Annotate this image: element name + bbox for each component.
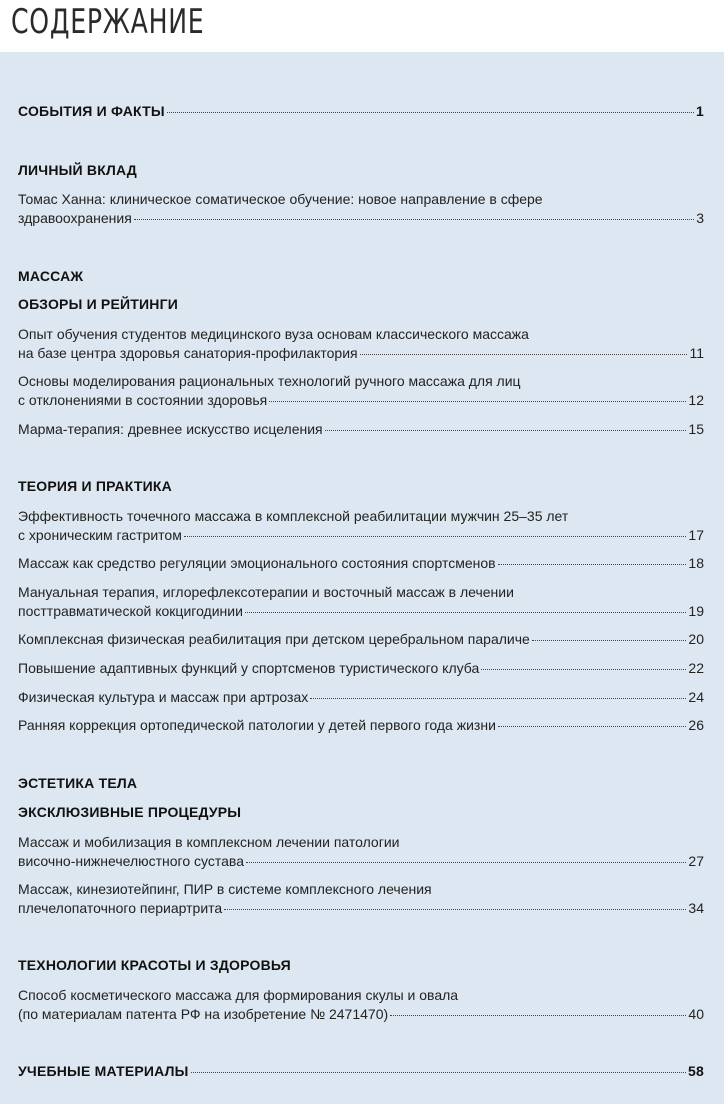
toc-subsection-heading: ЭКСКЛЮЗИВНЫЕ ПРОЦЕДУРЫ: [18, 804, 242, 820]
page-number: 19: [688, 603, 704, 619]
page-number: 15: [688, 421, 704, 437]
toc-section-events[interactable]: [18, 103, 704, 119]
page-number: 40: [688, 1006, 704, 1022]
page-number: 11: [689, 345, 704, 361]
toc-entry[interactable]: Ранняя коррекция ортопедической патологии у детей первого года жизни 26: [18, 717, 704, 733]
page-number: 24: [688, 689, 704, 705]
page-number: 18: [688, 555, 704, 571]
toc-section-heading: ТЕОРИЯ И ПРАКТИКА: [18, 478, 172, 494]
page-number: 3: [696, 210, 704, 226]
toc-entry[interactable]: Массаж, кинезиотейпинг, ПИР в системе комплексного лечения плечелопаточного периартрита 34: [18, 881, 704, 916]
page-title: СОДЕРЖАНИЕ: [11, 2, 205, 42]
toc-entry[interactable]: Мануальная терапия, иглорефлексотерапии и восточный массаж в лечении посттравматической кокцигодинии 19: [18, 584, 704, 619]
dot-leader: [245, 612, 687, 613]
page-number: 17: [688, 527, 704, 543]
page-number: 22: [688, 660, 704, 676]
toc-entry[interactable]: Массаж и мобилизация в комплексном лечении патологии височно-нижнечелюстного сустава 27: [18, 834, 704, 869]
toc-section-heading: ТЕХНОЛОГИИ КРАСОТЫ И ЗДОРОВЬЯ: [18, 957, 291, 973]
page-number: 1: [696, 103, 704, 119]
dot-leader: [191, 1072, 686, 1073]
dot-leader: [498, 564, 687, 565]
dot-leader: [390, 1015, 686, 1016]
toc-section-label: СОБЫТИЯ И ФАКТЫ: [18, 103, 165, 119]
dot-leader: [246, 862, 686, 863]
dot-leader: [184, 536, 687, 537]
toc-entry[interactable]: Физическая культура и массаж при артрозах 24: [18, 689, 704, 705]
dot-leader: [360, 354, 688, 355]
dot-leader: [532, 640, 687, 641]
toc-entry[interactable]: Опыт обучения студентов медицинского вуза основам классического массажа на базе центра здоровья санатория-профилактория 11: [18, 326, 704, 361]
page-number: 34: [688, 900, 704, 916]
dot-leader: [269, 401, 686, 402]
toc-entry[interactable]: Томас Ханна: клиническое соматическое обучение: новое направление в сфере здравоохранения 3: [18, 191, 704, 226]
dot-leader: [325, 430, 687, 431]
toc-section-education[interactable]: [18, 1063, 704, 1079]
dot-leader: [481, 669, 686, 670]
toc-entry[interactable]: Способ косметического массажа для формирования скулы и овала (по материалам патента РФ на изобретение № 2471470) 40: [18, 987, 704, 1022]
toc-section-heading: ЭСТЕТИКА ТЕЛА: [18, 775, 138, 791]
page-number: 26: [688, 717, 704, 733]
toc-entry[interactable]: Комплексная физическая реабилитация при детском церебральном параличе 20: [18, 631, 704, 647]
dot-leader: [167, 112, 694, 113]
dot-leader: [134, 219, 694, 220]
toc-entry[interactable]: Основы моделирования рациональных технологий ручного массажа для лиц с отклонениями в состоянии здоровья 12: [18, 373, 704, 408]
toc-section-heading: ЛИЧНЫЙ ВКЛАД: [18, 162, 137, 178]
toc-entry[interactable]: Эффективность точечного массажа в комплексной реабилитации мужчин 25–35 лет с хроническим гастритом 17: [18, 508, 704, 543]
toc-entry[interactable]: Массаж как средство регуляции эмоционального состояния спортсменов 18: [18, 555, 704, 571]
dot-leader: [498, 726, 687, 727]
toc-section-heading: МАССАЖ: [18, 268, 84, 284]
toc-section-label: УЧЕБНЫЕ МАТЕРИАЛЫ: [18, 1063, 189, 1079]
dot-leader: [224, 909, 686, 910]
page-number: 58: [688, 1063, 704, 1079]
dot-leader: [310, 698, 686, 699]
page-number: 27: [688, 853, 704, 869]
toc-entry[interactable]: Марма-терапия: древнее искусство исцеления 15: [18, 421, 704, 437]
toc-entry[interactable]: Повышение адаптивных функций у спортсменов туристического клуба 22: [18, 660, 704, 676]
toc-subsection-heading: ОБЗОРЫ И РЕЙТИНГИ: [18, 296, 178, 312]
page-number: 12: [688, 392, 704, 408]
toc-body: [0, 52, 724, 1104]
page-header: [0, 0, 724, 52]
page-number: 20: [688, 631, 704, 647]
